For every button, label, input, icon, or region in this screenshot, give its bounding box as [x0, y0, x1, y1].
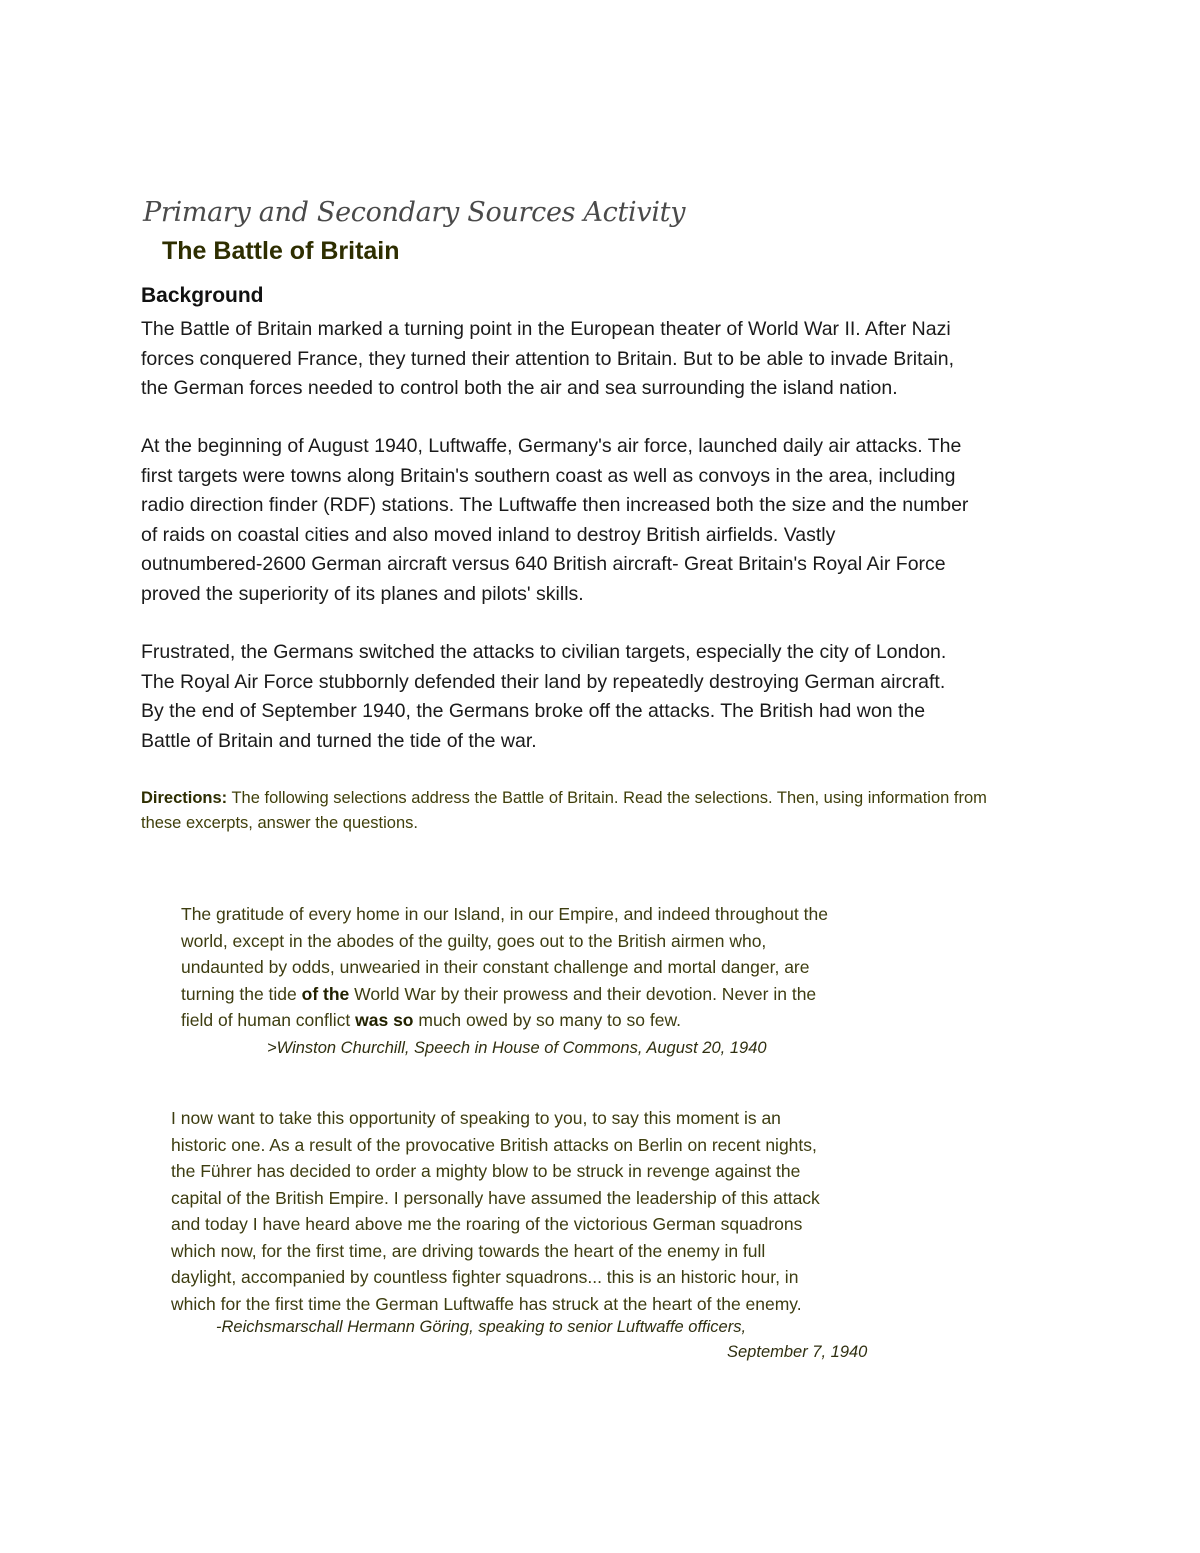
paragraph-line: radio direction finder (RDF) stations. The Luftwaffe then increased both the size and the number [141, 494, 969, 516]
paragraph-line: The Battle of Britain marked a turning point in the European theater of World War II. After Nazi [141, 318, 951, 340]
paragraph-line: outnumbered-2600 German aircraft versus 640 British aircraft- Great Britain's Royal Air Force [141, 553, 946, 575]
paragraph-line: Frustrated, the Germans switched the attacks to civilian targets, especially the city of London. [141, 641, 947, 663]
churchill-attribution: >Winston Churchill, Speech in House of Commons, August 20, 1940 [267, 1039, 767, 1057]
document-title: Primary and Secondary Sources Activity [143, 197, 686, 228]
paragraph-line: The Royal Air Force stubbornly defended their land by repeatedly destroying German aircraft. [141, 670, 946, 693]
paragraph-line: Battle of Britain and turned the tide of the war. [141, 729, 537, 752]
goring-attribution: -Reichsmarschall Hermann Göring, speaking to senior Luftwaffe officers, [216, 1318, 747, 1336]
quote-text: World War by their prowess and their devotion. Never in the [349, 983, 817, 1004]
directions-line [141, 786, 1071, 811]
quote-line: daylight, accompanied by countless fighter squadrons... this is an historic hour, in [171, 1267, 799, 1287]
paragraph-line: the German forces needed to control both the air and sea surrounding the island nation. [141, 377, 898, 399]
background-paragraph-1 [141, 315, 1071, 404]
quote-emphasis: was so [355, 1010, 414, 1030]
quote-line: and today I have heard above me the roaring of the victorious German squadrons [171, 1214, 803, 1234]
quote-line [181, 981, 941, 1008]
background-paragraph-3 [141, 638, 1071, 756]
quote-text: much owed by so many to so few. [413, 1010, 681, 1030]
directions-text: The following selections address the Battle of Britain. Read the selections. Then, using information from [227, 789, 987, 807]
quote-line: which for the first time the German Luftwaffe has struck at the heart of the enemy. [171, 1293, 802, 1314]
paragraph-line: At the beginning of August 1940, Luftwaffe, Germany's air force, launched daily air attacks. The [141, 435, 962, 457]
quote-line: the Führer has decided to order a mighty blow to be struck in revenge against the [171, 1161, 801, 1181]
directions-label: Directions: [141, 789, 228, 807]
churchill-quote [181, 901, 941, 1034]
paragraph-line: proved the superiority of its planes and pilots' skills. [141, 582, 584, 605]
quote-line: I now want to take this opportunity of speaking to you, to say this moment is an [171, 1108, 781, 1128]
paragraph-line: of raids on coastal cities and also moved inland to destroy British airfields. Vastly [141, 523, 836, 546]
paragraph-line: forces conquered France, they turned their attention to Britain. But to be able to invade Britain, [141, 347, 954, 370]
directions-line: these excerpts, answer the questions. [141, 814, 418, 832]
paragraph-line: By the end of September 1940, the Germans broke off the attacks. The British had won the [141, 700, 926, 722]
quote-line: world, except in the abodes of the guilty, goes out to the British airmen who, [181, 930, 767, 951]
background-paragraph-2 [141, 432, 1071, 609]
quote-line [181, 1007, 941, 1034]
quote-line: capital of the British Empire. I personally have assumed the leadership of this attack [171, 1187, 820, 1208]
background-heading: Background [141, 284, 264, 307]
quote-text: turning the tide [181, 983, 302, 1004]
paragraph-line: first targets were towns along Britain's southern coast as well as convoys in the area, including [141, 464, 956, 487]
goring-attribution-date: September 7, 1940 [727, 1343, 868, 1361]
quote-line: The gratitude of every home in our Island, in our Empire, and indeed throughout the [181, 904, 828, 924]
quote-line: which now, for the first time, are driving towards the heart of the enemy in full [171, 1240, 766, 1261]
document-subtitle: The Battle of Britain [162, 237, 400, 265]
goring-quote [171, 1105, 931, 1317]
quote-emphasis: of the [301, 983, 350, 1004]
directions-block [141, 786, 1071, 836]
quote-line: undaunted by odds, unwearied in their constant challenge and mortal danger, are [181, 957, 810, 977]
quote-text: field of human conflict [181, 1010, 356, 1030]
quote-line: historic one. As a result of the provocative British attacks on Berlin on recent nights, [171, 1134, 817, 1155]
